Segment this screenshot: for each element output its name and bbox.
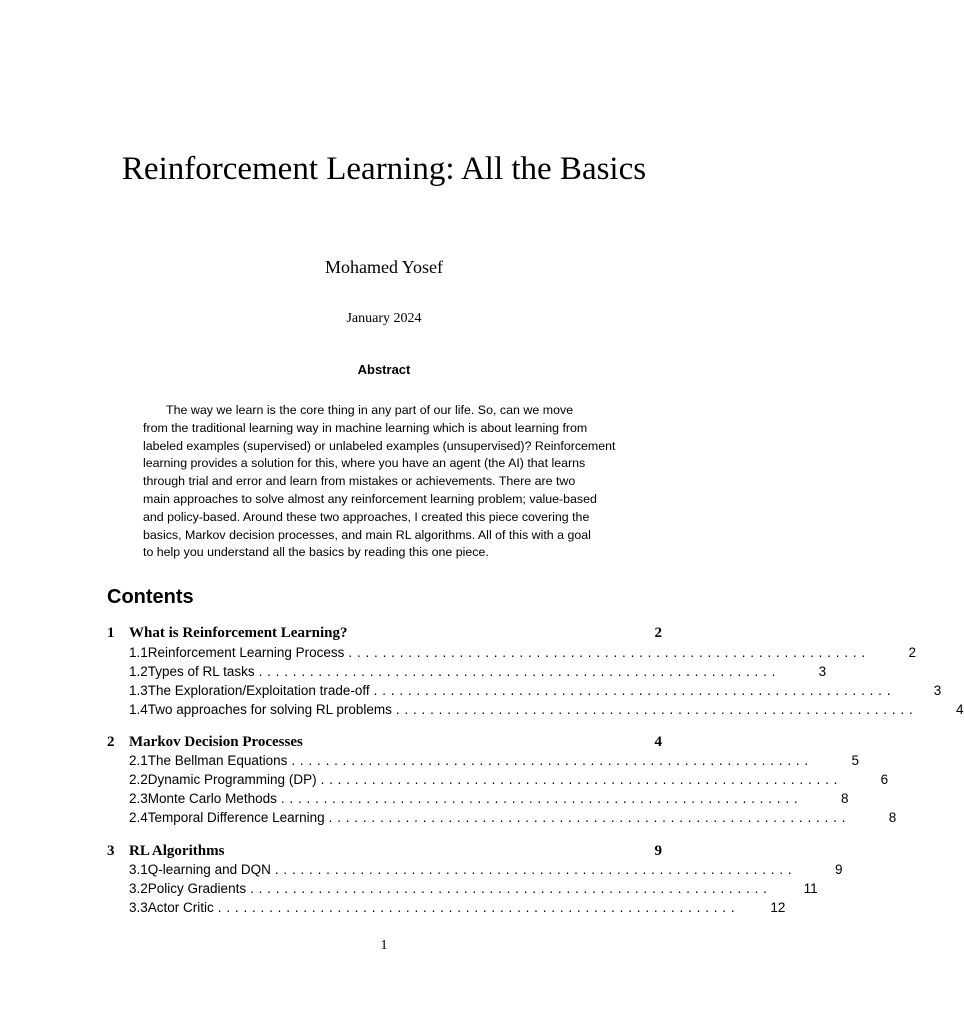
toc-subsection-3-3[interactable] [107, 900, 786, 919]
toc-subsection-3-2[interactable] [107, 881, 818, 900]
page-number: 1 [380, 938, 388, 953]
toc-subsection-page: 8 [888, 810, 897, 825]
toc-subsection-number: 2.2 [129, 772, 148, 787]
toc-leader-dots: ............................................................. [217, 900, 740, 915]
toc-subsection-title: The Exploration/Exploitation trade-off [147, 683, 370, 698]
toc-leader-dots: ............................................................. [258, 664, 781, 679]
toc-section-page: 4 [654, 734, 662, 750]
contents-heading: Contents [107, 586, 194, 608]
toc-subsection-title: Two approaches for solving RL problems [147, 702, 392, 717]
toc-subsection-title: Monte Carlo Methods [147, 791, 277, 806]
abstract-heading: Abstract [357, 362, 411, 377]
toc-subsection-2-3[interactable] [107, 791, 849, 810]
toc-subsection-title: Temporal Difference Learning [147, 810, 325, 825]
toc-leader-dots: ............................................................. [328, 810, 851, 825]
toc-subsection-page: 3 [818, 664, 827, 679]
toc-leader-dots: ............................................................. [348, 645, 870, 660]
toc-subsection-3-1[interactable] [107, 862, 843, 881]
toc-leader-dots: ............................................................. [395, 702, 918, 717]
toc-leader-dots: ............................................................. [373, 683, 896, 698]
toc-subsection-1-1[interactable] [107, 645, 916, 664]
abstract-line: from the traditional learning way in machine learning which is about learning from [143, 420, 588, 435]
toc-subsection-number: 2.4 [129, 810, 148, 825]
toc-section-title: RL Algorithms [129, 843, 225, 859]
toc-subsection-2-1[interactable] [107, 753, 859, 772]
toc-subsection-title: The Bellman Equations [147, 753, 288, 768]
toc-section-title: What is Reinforcement Learning? [129, 625, 348, 641]
toc-leader-dots: ............................................................. [250, 881, 772, 896]
abstract-line: and policy-based. Around these two approaches, I created this piece covering the [143, 509, 590, 524]
toc-subsection-page: 3 [933, 683, 942, 698]
author-name: Mohamed Yosef [324, 257, 443, 277]
toc-leader-dots: ............................................................. [291, 753, 813, 768]
toc-subsection-number: 1.1 [129, 645, 148, 660]
toc-subsection-1-2[interactable] [107, 664, 827, 683]
toc-subsection-page: 6 [880, 772, 889, 787]
abstract-line: basics, Markov decision processes, and main RL algorithms. All of this with a goal [143, 527, 591, 542]
paper-title: Reinforcement Learning: All the Basics [121, 151, 647, 187]
toc-subsection-page: 11 [803, 881, 818, 896]
toc-section-3[interactable] [107, 843, 662, 862]
abstract-line: labeled examples (supervised) or unlabeled examples (unsupervised)? Reinforcement [143, 438, 616, 453]
toc-section-number: 2 [107, 734, 115, 750]
toc-subsection-page: 5 [851, 753, 859, 768]
toc-subsection-page: 12 [770, 900, 786, 915]
toc-subsection-page: 9 [834, 862, 843, 877]
toc-subsection-title: Actor Critic [147, 900, 214, 915]
toc-subsection-number: 1.4 [129, 702, 148, 717]
toc-section-page: 9 [654, 843, 662, 859]
abstract-line: The way we learn is the core thing in any part of our life. So, can we move [166, 403, 574, 417]
toc-subsection-title: Q-learning and DQN [147, 862, 271, 877]
toc-section-number: 1 [107, 625, 115, 641]
toc-subsection-number: 2.3 [129, 791, 148, 806]
toc-leader-dots: ............................................................. [320, 772, 843, 787]
abstract-line: learning provides a solution for this, where you have an agent (the AI) that learns [143, 456, 586, 471]
toc-section-title: Markov Decision Processes [129, 734, 303, 750]
toc-subsection-2-4[interactable] [107, 810, 897, 829]
abstract-body [143, 402, 615, 562]
toc-leader-dots: ............................................................. [280, 791, 803, 806]
toc-section-1[interactable] [107, 625, 662, 644]
abstract-line: to help you understand all the basics by reading this one piece. [143, 545, 489, 560]
abstract-line: main approaches to solve almost any reinforcement learning problem; value-based [143, 491, 597, 506]
toc-subsection-page: 8 [840, 791, 849, 806]
toc-subsection-number: 3.1 [129, 862, 148, 877]
toc-subsection-1-4[interactable] [107, 702, 964, 721]
toc-subsection-number: 3.3 [129, 900, 148, 915]
toc-subsection-number: 2.1 [129, 753, 148, 768]
toc-subsection-title: Reinforcement Learning Process [147, 645, 345, 660]
toc-subsection-2-2[interactable] [107, 772, 889, 791]
toc-subsection-1-3[interactable] [107, 683, 942, 702]
toc-subsection-number: 1.2 [129, 664, 148, 679]
publication-date: January 2024 [346, 311, 422, 326]
toc-section-2[interactable] [107, 734, 662, 753]
toc-subsection-title: Types of RL tasks [147, 664, 255, 679]
toc-subsection-number: 3.2 [129, 881, 148, 896]
toc-subsection-number: 1.3 [129, 683, 148, 698]
toc-subsection-title: Dynamic Programming (DP) [147, 772, 317, 787]
toc-subsection-title: Policy Gradients [147, 881, 247, 896]
abstract-line: through trial and error and learn from mistakes or achievements. There are two [143, 474, 576, 489]
toc-subsection-page: 2 [908, 645, 916, 660]
toc-section-page: 2 [654, 625, 662, 641]
toc-subsection-page: 4 [956, 702, 964, 717]
toc-leader-dots: ............................................................. [274, 862, 797, 877]
toc-section-number: 3 [107, 843, 115, 859]
